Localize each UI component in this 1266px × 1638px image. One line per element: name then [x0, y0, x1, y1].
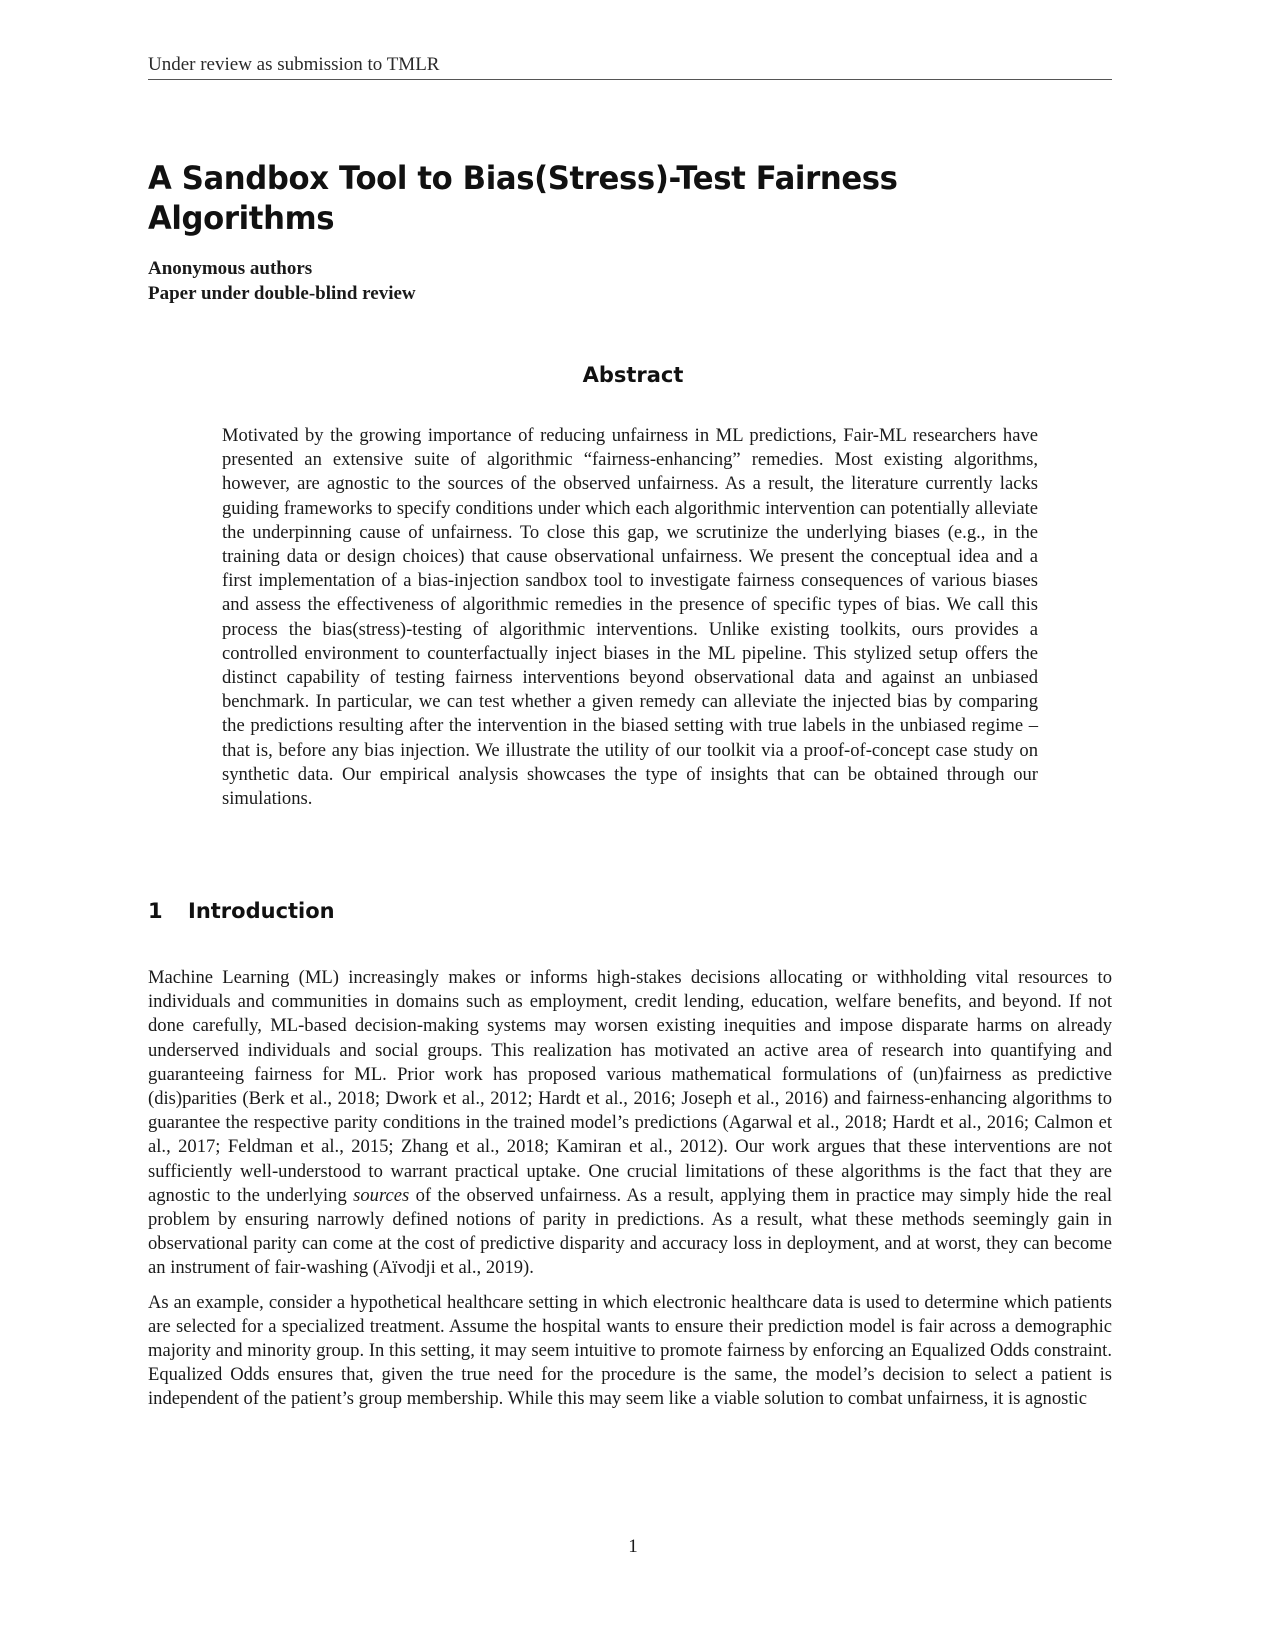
abstract-heading: Abstract: [582, 363, 684, 387]
section-title: Introduction: [188, 899, 335, 923]
paper-title: A Sandbox Tool to Bias(Stress)-Test Fairness Algorithms: [148, 159, 898, 237]
intro-p1-text-a: Machine Learning (ML) increasingly makes or informs high-stakes decisions allocating or withholding vital resources to individuals and communities in domains such as employment, credit lending, education, welfare benefits, and beyond. If not done carefully, ML-based decision-making systems may worsen existing inequities and impose disparate harms on already underserved individuals and social groups. This realization has motivated an active area of research into quantifying and guaranteeing fairness for ML. Prior work has proposed various mathematical formulations of (un)fairness as predictive (dis)parities (Berk et al., 2018; Dwork et al., 2012; Hardt et al., 2016; Joseph et al., 2016) and fairness-enhancing algorithms to guarantee the respective parity conditions in the trained model’s predictions (Agarwal et al., 2018; Hardt et al., 2016; Calmon et al., 2017; Feldman et al., 2015; Zhang et al., 2018; Kamiran et al., 2012). Our work argues that these interventions are not sufficiently well-understood to warrant practical uptake. One crucial limitations of these algorithms is the fact that they are agnostic to the underlying: [148, 967, 1112, 1206]
authors-line: Anonymous authors: [148, 258, 313, 279]
abstract-text: Motivated by the growing importance of reducing unfairness in ML predictions, Fair-ML researchers have presented an extensive suite of algorithmic “fairness-enhancing” remedies. Most existing algorithms, however, are agnostic to the sources of the observed unfairness. As a result, the literature currently lacks guiding frameworks to specify conditions under which each algorithmic intervention can potentially alleviate the underpinning cause of unfairness. To close this gap, we scrutinize the underlying biases (e.g., in the training data or design choices) that cause observational unfairness. We present the conceptual idea and a first implementation of a bias-injection sandbox tool to investigate fairness consequences of various biases and assess the effectiveness of algorithmic remedies in the presence of specific types of bias. We call this process the bias(stress)-testing of algorithmic interventions. Unlike existing toolkits, ours provides a controlled environment to counterfactually inject biases in the ML pipeline. This stylized setup offers the distinct capability of testing fairness interventions beyond observational data and against an unbiased benchmark. In particular, we can test whether a given remedy can alleviate the injected bias by comparing the predictions resulting after the intervention in the biased setting with true labels in the unbiased regime – that is, before any bias injection. We illustrate the utility of our toolkit via a proof-of-concept case study on synthetic data. Our empirical analysis showcases the type of insights that can be obtained through our simulations.: [222, 425, 1038, 810]
intro-p1-text-b: of the observed unfairness. As a result, applying them in practice may simply hide the real problem by ensuring narrowly defined notions of parity in predictions. As a result, what these methods seemingly gain in observational parity can come at the cost of predictive disparity and accuracy loss in deployment, and at worst, they can become an instrument of fair-washing (Aïvodji et al., 2019).: [148, 1184, 1113, 1279]
intro-paragraph-1: [148, 966, 1112, 1281]
intro-p1-emphasis: sources: [353, 1184, 410, 1206]
section-heading-introduction: [148, 898, 335, 924]
intro-paragraph-2: As an example, consider a hypothetical healthcare setting in which electronic healthcare data is used to determine which patients are selected for a specialized treatment. Assume the hospital wants to ensure their prediction model is fair across a demographic majority and minority group. In this setting, it may seem intuitive to promote fairness by enforcing an Equalized Odds constraint. Equalized Odds ensures that, given the true need for the procedure is the same, the model’s decision to select a patient is independent of the patient’s group membership. While this may seem like a viable solution to combat unfairness, it is agnostic: [148, 1291, 1112, 1410]
page-number: 1: [628, 1536, 638, 1557]
running-header: Under review as submission to TMLR: [148, 54, 1112, 80]
review-status-line: Paper under double-blind review: [148, 283, 416, 304]
author-block: [148, 256, 416, 306]
section-number: 1: [148, 899, 163, 923]
introduction-body: [148, 966, 1112, 1422]
